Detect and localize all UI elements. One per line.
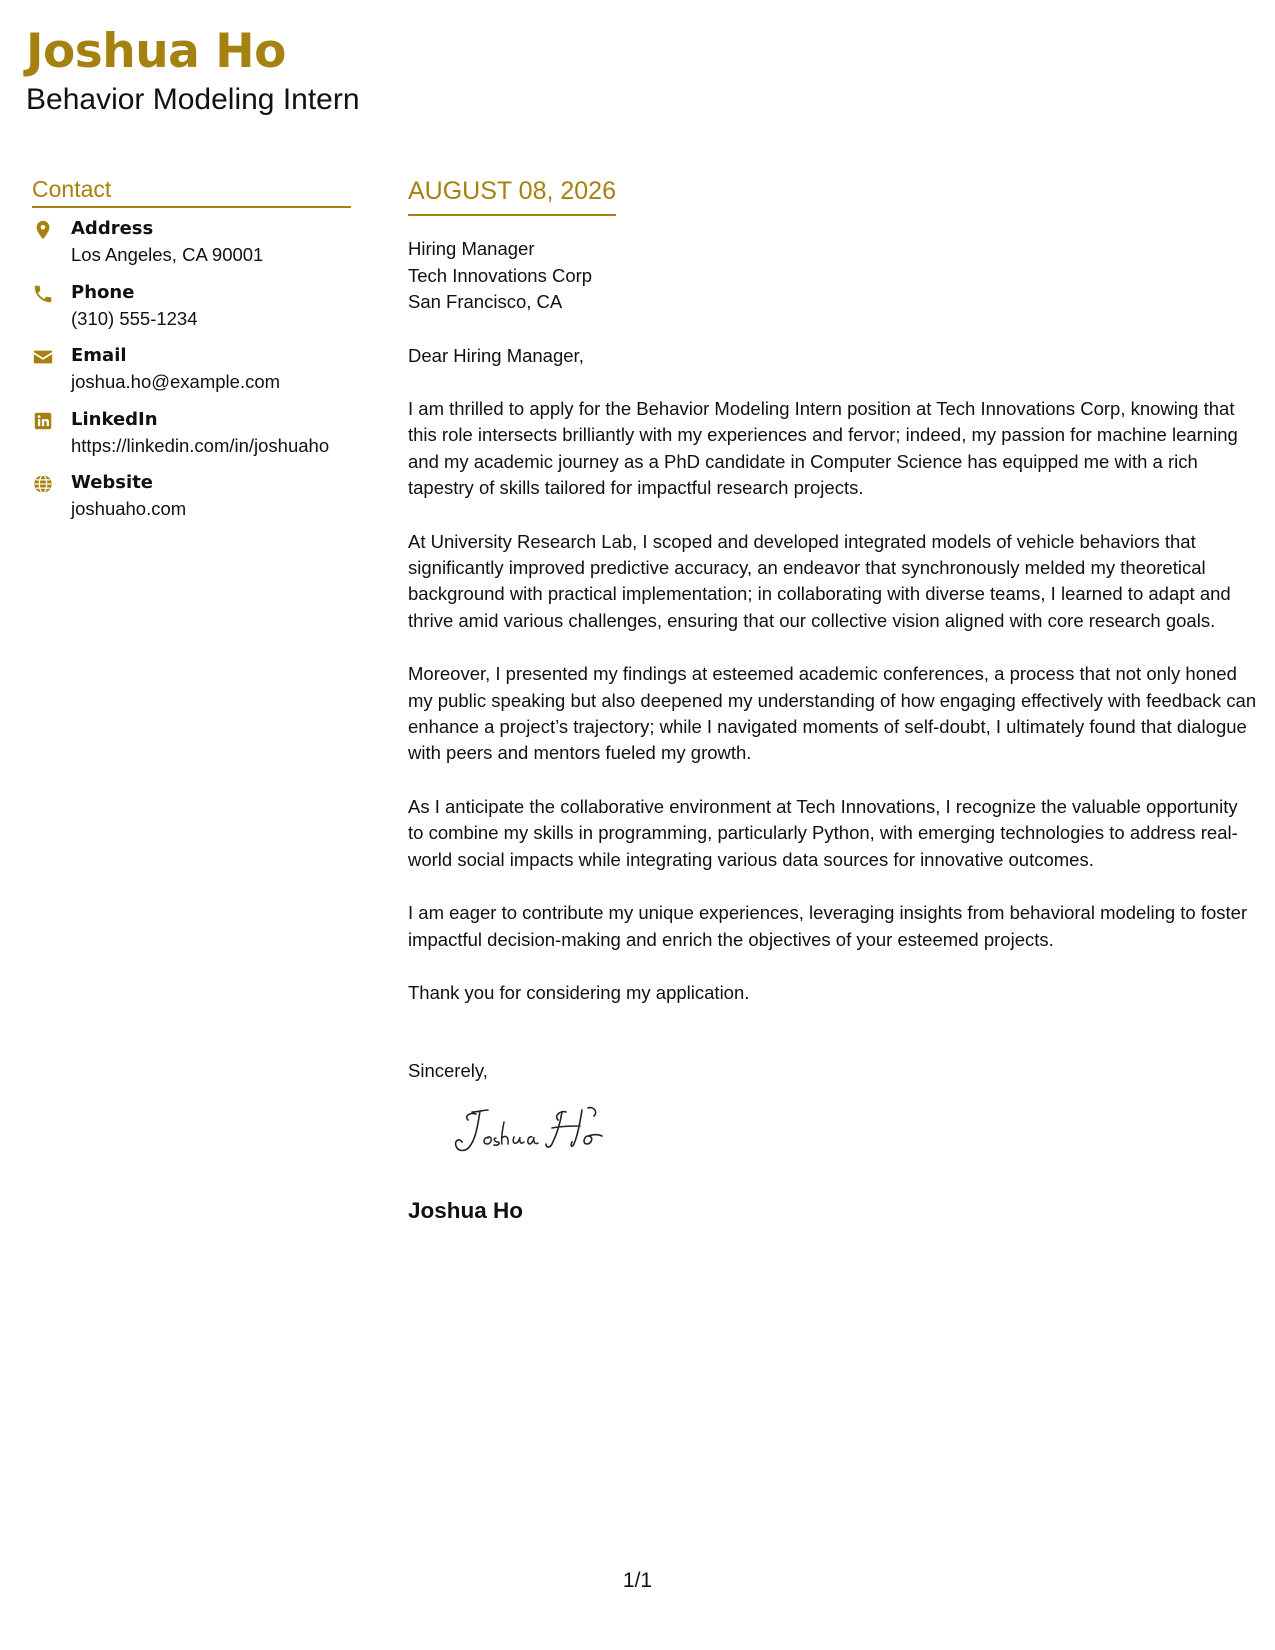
contact-value: (310) 555-1234: [71, 307, 198, 329]
contact-label: Phone: [71, 281, 135, 303]
contact-label: Address: [71, 218, 154, 239]
phone-icon: [32, 283, 54, 305]
letter-paragraph: Moreover, I presented my findings at esteemed academic conferences, a process that not only honed my public speaking but also deepened my understanding of how engaging effectively with feedback can enhance a project’s trajectory; while I navigated moments of self-doubt, I ultimately found that dialogue with peers and mentors fueled my growth.: [408, 663, 1257, 764]
linkedin-icon: [32, 410, 54, 432]
contact-item-phone: [32, 280, 351, 344]
closing: Sincerely,: [408, 1060, 488, 1082]
contact-value: Los Angeles, CA 90001: [71, 244, 264, 265]
contact-label: Email: [71, 345, 127, 366]
letter-paragraph: I am thrilled to apply for the Behavior Modeling Intern position at Tech Innovations Corp, knowing that this role intersects brilliantly with my experiences and fervor; indeed, my passion for machine learning and my academic journey as a PhD candidate in Computer Science has equipped me with a rich tapestry of skills tailored for impactful research projects.: [408, 398, 1238, 499]
contact-label: LinkedIn: [71, 408, 158, 430]
cover-letter-body: [408, 174, 1258, 1226]
salutation: Dear Hiring Manager,: [408, 344, 584, 366]
letter-date: AUGUST 08, 2026: [408, 174, 616, 216]
letter-paragraph: As I anticipate the collaborative environment at Tech Innovations, I recognize the valuable opportunity to combine my skills in programming, particularly Python, with emerging technologies to address real-world social impacts while integrating various data sources for innovative outcomes.: [408, 795, 1238, 870]
letter-paragraph: Thank you for considering my application.: [408, 981, 750, 1003]
contact-label: Website: [71, 472, 154, 493]
contact-sidebar: [32, 174, 351, 534]
contact-item-linkedin: [32, 407, 351, 471]
contact-section-title: Contact: [32, 174, 351, 208]
job-title: Behavior Modeling Intern: [26, 83, 360, 116]
signature-image: [448, 1102, 628, 1162]
contact-item-website: [32, 470, 351, 534]
map-pin-icon: [32, 219, 54, 241]
contact-item-email: [32, 343, 351, 407]
date-block: [408, 174, 1258, 236]
letter-paragraph: I am eager to contribute my unique experiences, leveraging insights from behavioral modeling to foster impactful decision-making and enrich the objectives of your esteemed projects.: [408, 902, 1248, 950]
contact-value[interactable]: https://linkedin.com/in/joshuaho: [71, 434, 330, 456]
recipient-line: San Francisco, CA: [408, 291, 563, 312]
signer-name: Joshua Ho: [408, 1198, 524, 1224]
envelope-icon: [32, 346, 54, 368]
contact-value: joshua.ho@example.com: [71, 371, 281, 392]
recipient-block: [408, 236, 1258, 316]
recipient-line: Tech Innovations Corp: [408, 264, 593, 286]
letter-paragraph: At University Research Lab, I scoped and developed integrated models of vehicle behaviors that significantly improved predictive accuracy, an endeavor that synchronously melded my theoretical background with practical implementation; in collaborating with diverse teams, I learned to adapt and thrive amid various challenges, ensuring that our collective vision aligned with core research goals.: [408, 530, 1231, 631]
page-number: 1/1: [622, 1569, 653, 1592]
applicant-name: Joshua Ho: [26, 24, 286, 79]
contact-value[interactable]: joshuaho.com: [71, 498, 187, 519]
handwritten-signature: [408, 1092, 1258, 1182]
globe-icon: [32, 473, 54, 495]
contact-item-address: [32, 216, 351, 280]
recipient-line: Hiring Manager: [408, 238, 535, 259]
